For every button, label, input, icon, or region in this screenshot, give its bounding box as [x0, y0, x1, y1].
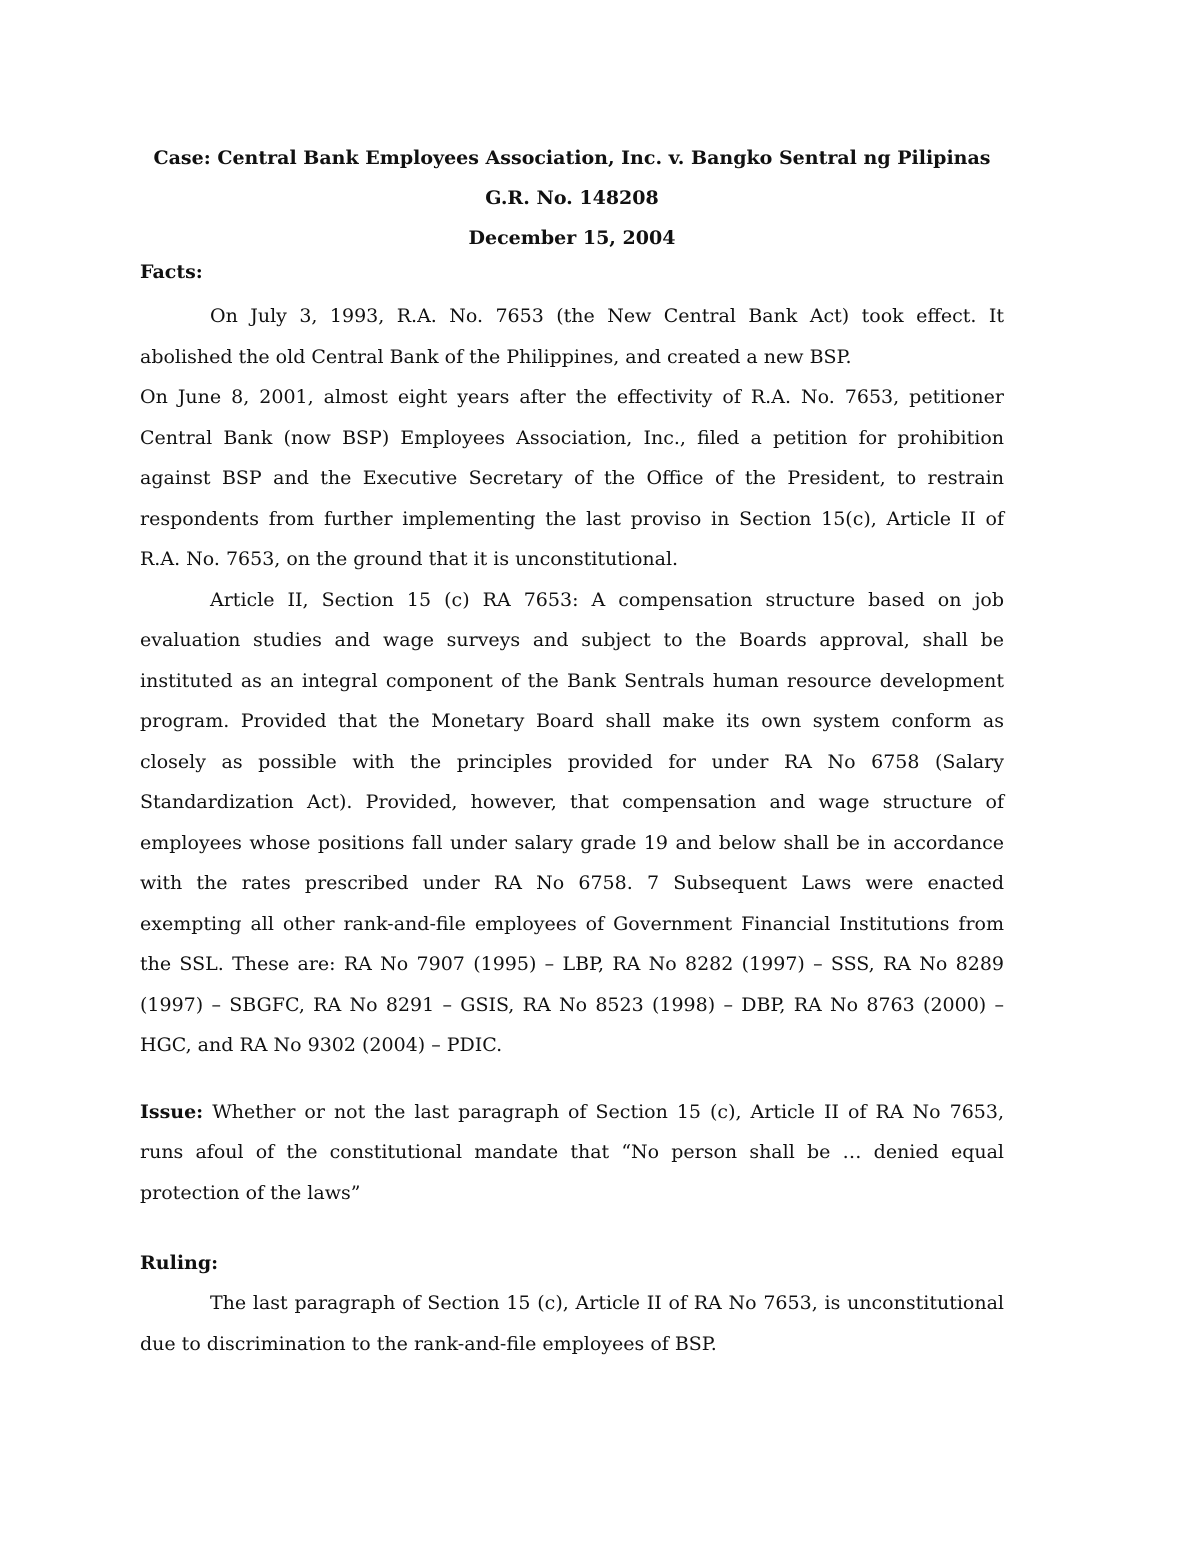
facts-paragraph-3: Article II, Section 15 (c) RA 7653: A compensation structure based on job evaluation studies and wage surveys and subject to the Boards approval, shall be instituted as an integral component of the Bank Sentrals human resource development program. Provided that the Monetary Board shall make its own system conform as closely as possible with the principles provided for under RA No 6758 (Salary Standardization Act). Provided, however, that compensation and wage structure of employees whose positions fall under salary grade 19 and below shall be in accordance with the rates prescribed under RA No 6758. 7 Subsequent Laws were enacted exempting all other rank-and-file employees of Government Financial Institutions from the SSL. These are: RA No 7907 (1995) – LBP, RA No 8282 (1997) – SSS, RA No 8289 (1997) – SBGFC, RA No 8291 – GSIS, RA No 8523 (1998) – DBP, RA No 8763 (2000) – HGC, and RA No 9302 (2004) – PDIC. — [140, 588, 1004, 1056]
facts-paragraph-2: On June 8, 2001, almost eight years after the effectivity of R.A. No. 7653, petitioner Central Bank (now BSP) Employees Association, Inc., filed a petition for prohibition against BSP and the Executive Secretary of the Office of the President, to restrain respondents from further implementing the last proviso in Section 15(c), Article II of R.A. No. 7653, on the ground that it is unconstitutional. — [140, 386, 1004, 570]
issue-label: Issue: — [140, 1100, 204, 1123]
facts-heading: Facts: — [140, 261, 203, 283]
decision-date: December 15, 2004 — [468, 227, 676, 249]
ruling-paragraph: The last paragraph of Section 15 (c), Article II of RA No 7653, is unconstitutional due to discrimination to the rank-and-file employees of BSP. — [140, 1292, 1004, 1355]
facts-paragraph-1: On July 3, 1993, R.A. No. 7653 (the New Central Bank Act) took effect. It abolished the old Central Bank of the Philippines, and created a new BSP. — [140, 305, 1004, 368]
issue-text: Whether or not the last paragraph of Section 15 (c), Article II of RA No 7653, runs afoul of the constitutional mandate that “No person shall be … denied equal protection of the laws” — [140, 1100, 1004, 1204]
document-page — [140, 138, 1004, 1364]
gr-number: G.R. No. 148208 — [485, 187, 659, 209]
issue-paragraph — [140, 1092, 1004, 1214]
case-title: Case: Central Bank Employees Association, Inc. v. Bangko Sentral ng Pilipinas — [153, 147, 991, 169]
ruling-heading: Ruling: — [140, 1252, 219, 1274]
